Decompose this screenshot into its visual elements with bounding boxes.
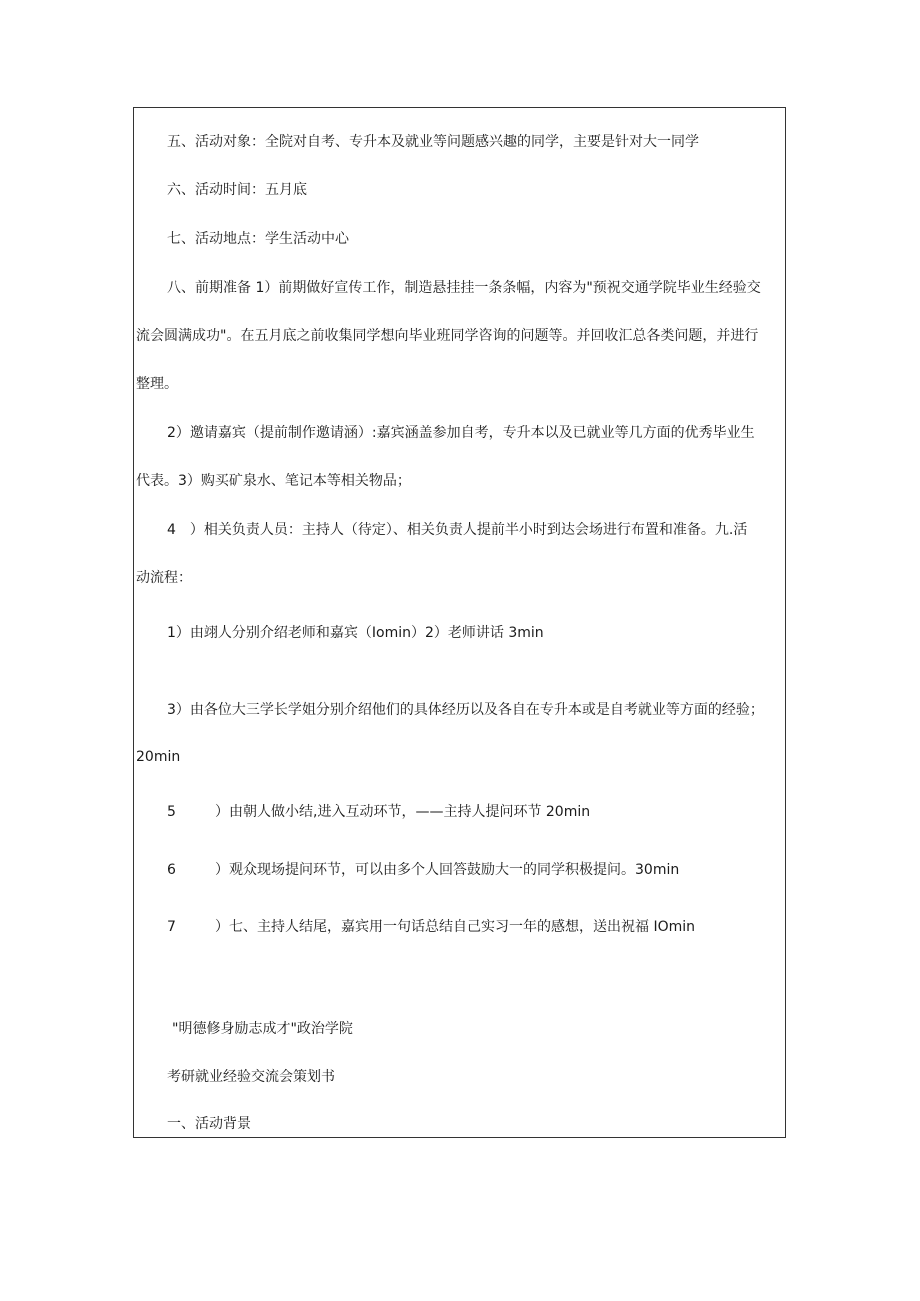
section-heading: 一、活动背景 (167, 1116, 251, 1132)
text-line-staff-1: 4 ）相关负责人员：主持人（待定）、相关负责人提前半小时到达会场进行布置和准备。九.活 (167, 522, 748, 538)
text-line-activity-target: 五、活动对象：全院对自考、专升本及就业等问题感兴趣的同学，主要是针对大一同学 (167, 134, 699, 150)
text-line-flow-3b: 20min (136, 749, 181, 765)
text-line-activity-location: 七、活动地点：学生活动中心 (167, 231, 349, 247)
text-line-flow-3a: 3）由各位大三学长学姐分别介绍他们的具体经历以及各自在专升本或是自考就业等方面的经验； (167, 702, 764, 718)
list-item-text: ）观众现场提问环节，可以由多个人回答鼓励大一的同学积极提问。30min (215, 862, 680, 878)
text-line-invite-guests-1: 2）邀请嘉宾（提前制作邀请涵）:嘉宾涵盖参加自考，专升本以及已就业等几方面的优秀毕业生 (167, 425, 755, 441)
text-line-preparation-1: 八、前期准备 1）前期做好宣传工作，制造悬挂挂一条条幅，内容为"预祝交通学院毕业生经验交 (167, 280, 761, 296)
plan-title: 考研就业经验交流会策划书 (167, 1069, 335, 1085)
list-item-text: ）由朝人做小结,进入互动环节，——主持人提问环节 20min (215, 804, 591, 820)
document-frame (133, 107, 786, 1138)
text-line-flow-1: 1）由翊人分别介绍老师和嘉宾（Iomin）2）老师讲话 3min (167, 625, 544, 641)
text-line-activity-time: 六、活动时间：五月底 (167, 182, 307, 198)
list-item-number: 6 (167, 862, 176, 878)
motto-line: "明德修身励志成才"政治学院 (172, 1021, 353, 1037)
list-item-number: 5 (167, 804, 176, 820)
text-line-preparation-3: 整理。 (136, 376, 178, 392)
text-line-invite-guests-2: 代表。3）购买矿泉水、笔记本等相关物品； (136, 473, 411, 489)
text-line-preparation-2: 流会圆满成功"。在五月底之前收集同学想向毕业班同学咨询的问题等。并回收汇总各类问题，并进行 (136, 328, 759, 344)
list-item-number: 7 (167, 919, 176, 935)
text-line-staff-2: 动流程： (136, 570, 192, 586)
list-item-text: ）七、主持人结尾，嘉宾用一句话总结自己实习一年的感想，送出祝福 IOmin (215, 919, 695, 935)
